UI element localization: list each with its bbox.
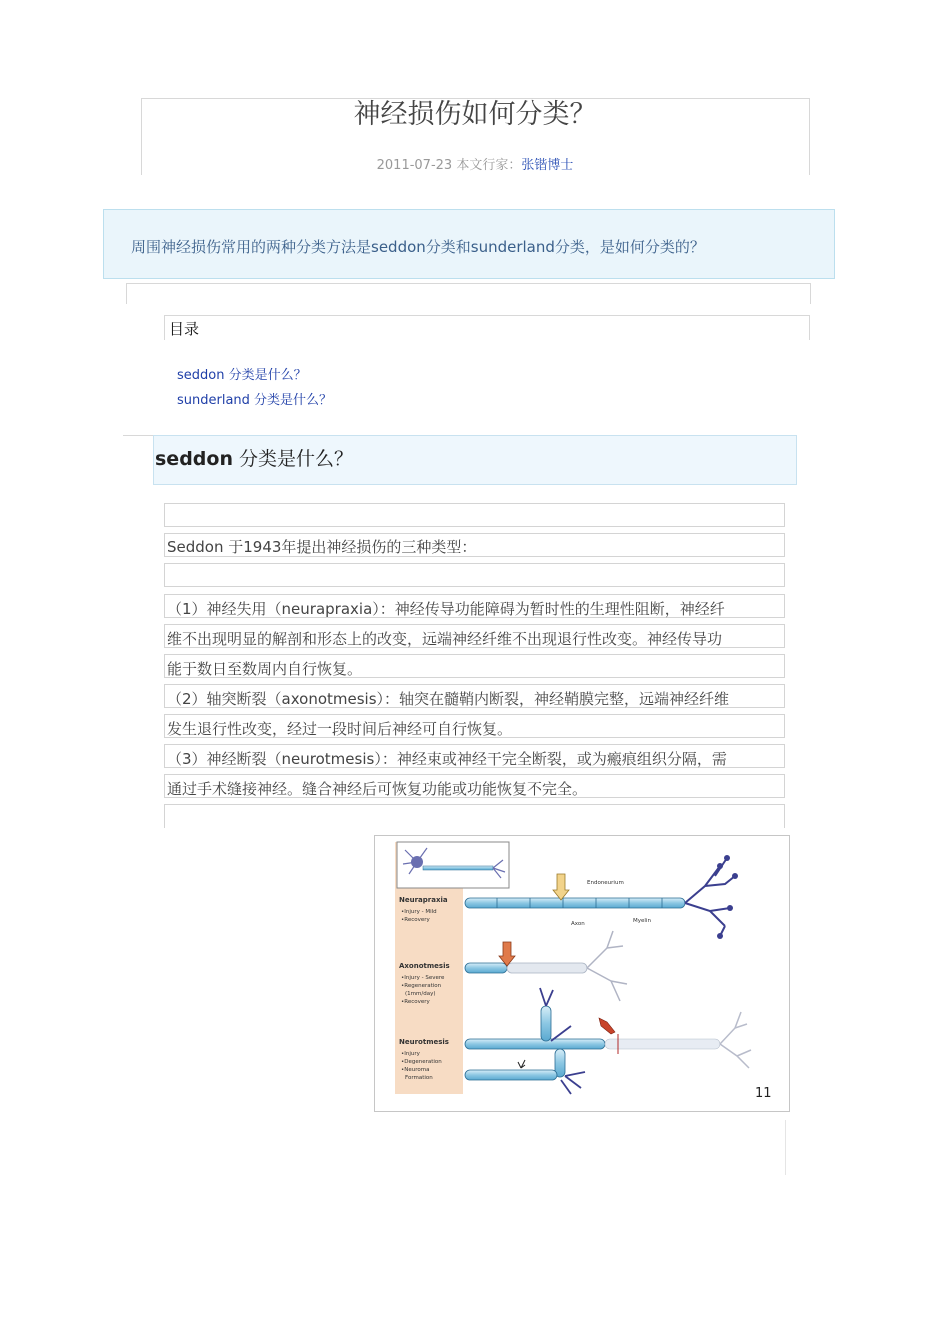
injury-arrow-complete [599, 1018, 615, 1034]
svg-text:•Injury - Mild: •Injury - Mild [401, 909, 437, 915]
fiber-axonotmesis [465, 931, 627, 1001]
divider-frame [126, 283, 811, 304]
label-axonotmesis: Axonotmesis [399, 962, 450, 970]
svg-text:•Injury: •Injury [401, 1051, 420, 1057]
article-meta [141, 154, 809, 173]
svg-text:•Regeneration: •Regeneration [401, 983, 442, 989]
section-title-rest: 分类是什么？ [232, 448, 354, 470]
paragraph-line: Seddon 于1943年提出神经损伤的三种类型： [167, 538, 477, 556]
paragraph-line: （2）轴突断裂（axonotmesis）：轴突在髓鞘内断裂，神经鞘膜完整，远端神经纤维 [167, 690, 730, 708]
nerve-injury-figure [374, 835, 790, 1112]
svg-text:•Injury - Severe: •Injury - Severe [401, 975, 445, 981]
paragraph-line: （1）神经失用（neurapraxia）：神经传导功能障碍为暂时性的生理性阻断，神经纤 [167, 600, 725, 618]
toc-frame [164, 315, 810, 340]
section-side-strip [123, 435, 153, 486]
paragraph-line: 通过手术缝接神经。缝合神经后可恢复功能或功能恢复不完全。 [167, 780, 588, 798]
paragraph-line: 发生退行性改变，经过一段时间后神经可自行恢复。 [167, 720, 513, 738]
regrowth-arrow [518, 1060, 525, 1068]
svg-text:•Degeneration: •Degeneration [401, 1059, 442, 1065]
nerve-injury-diagram [375, 836, 789, 1111]
paragraph-line: （3）神经断裂（neurotmesis）：神经束或神经干完全断裂，或为瘢痕组织分隔，需 [167, 750, 727, 768]
svg-text:•Recovery: •Recovery [401, 917, 430, 923]
question-text: 周围神经损伤常用的两种分类方法是seddon分类和sunderland分类，是如何分类的？ [131, 238, 705, 256]
svg-text:Formation: Formation [405, 1075, 433, 1081]
injury-arrow-mild [553, 874, 569, 900]
svg-text:•Neuroma: •Neuroma [401, 1067, 430, 1073]
section-title [155, 444, 353, 471]
label-neurapraxia: Neurapraxia [399, 896, 448, 904]
empty-row [164, 503, 785, 527]
author-link[interactable]: 张锴博士 [521, 158, 574, 173]
page-title: 神经损伤如何分类？ [353, 99, 597, 130]
svg-text:•Recovery: •Recovery [401, 999, 430, 1005]
toc-title: 目录 [169, 320, 200, 338]
svg-text:(1mm/day): (1mm/day) [405, 991, 436, 997]
svg-text:Endoneurium: Endoneurium [587, 880, 624, 886]
paragraph-line: 能于数日至数周内自行恢复。 [167, 660, 363, 678]
section-title-bold: seddon [155, 448, 233, 470]
page-number: 11 [755, 1086, 772, 1101]
toc-link-seddon[interactable]: seddon 分类是什么？ [177, 368, 307, 383]
author-label: 本文行家： [456, 158, 522, 173]
label-neurotmesis: Neurotmesis [399, 1038, 449, 1046]
toc-link-sunderland[interactable]: sunderland 分类是什么？ [177, 393, 333, 408]
paragraph-line: 维不出现明显的解剖和形态上的改变，远端神经纤维不出现退行性改变。神经传导功 [167, 630, 723, 648]
injury-arrow-severe [499, 942, 515, 966]
empty-row [164, 563, 785, 587]
empty-row [164, 804, 785, 828]
svg-text:Axon: Axon [571, 921, 585, 927]
svg-text:Myelin: Myelin [633, 918, 651, 924]
right-border-fragment [785, 1120, 786, 1175]
publish-date: 2011-07-23 [376, 158, 453, 173]
fiber-neurotmesis [465, 988, 751, 1094]
